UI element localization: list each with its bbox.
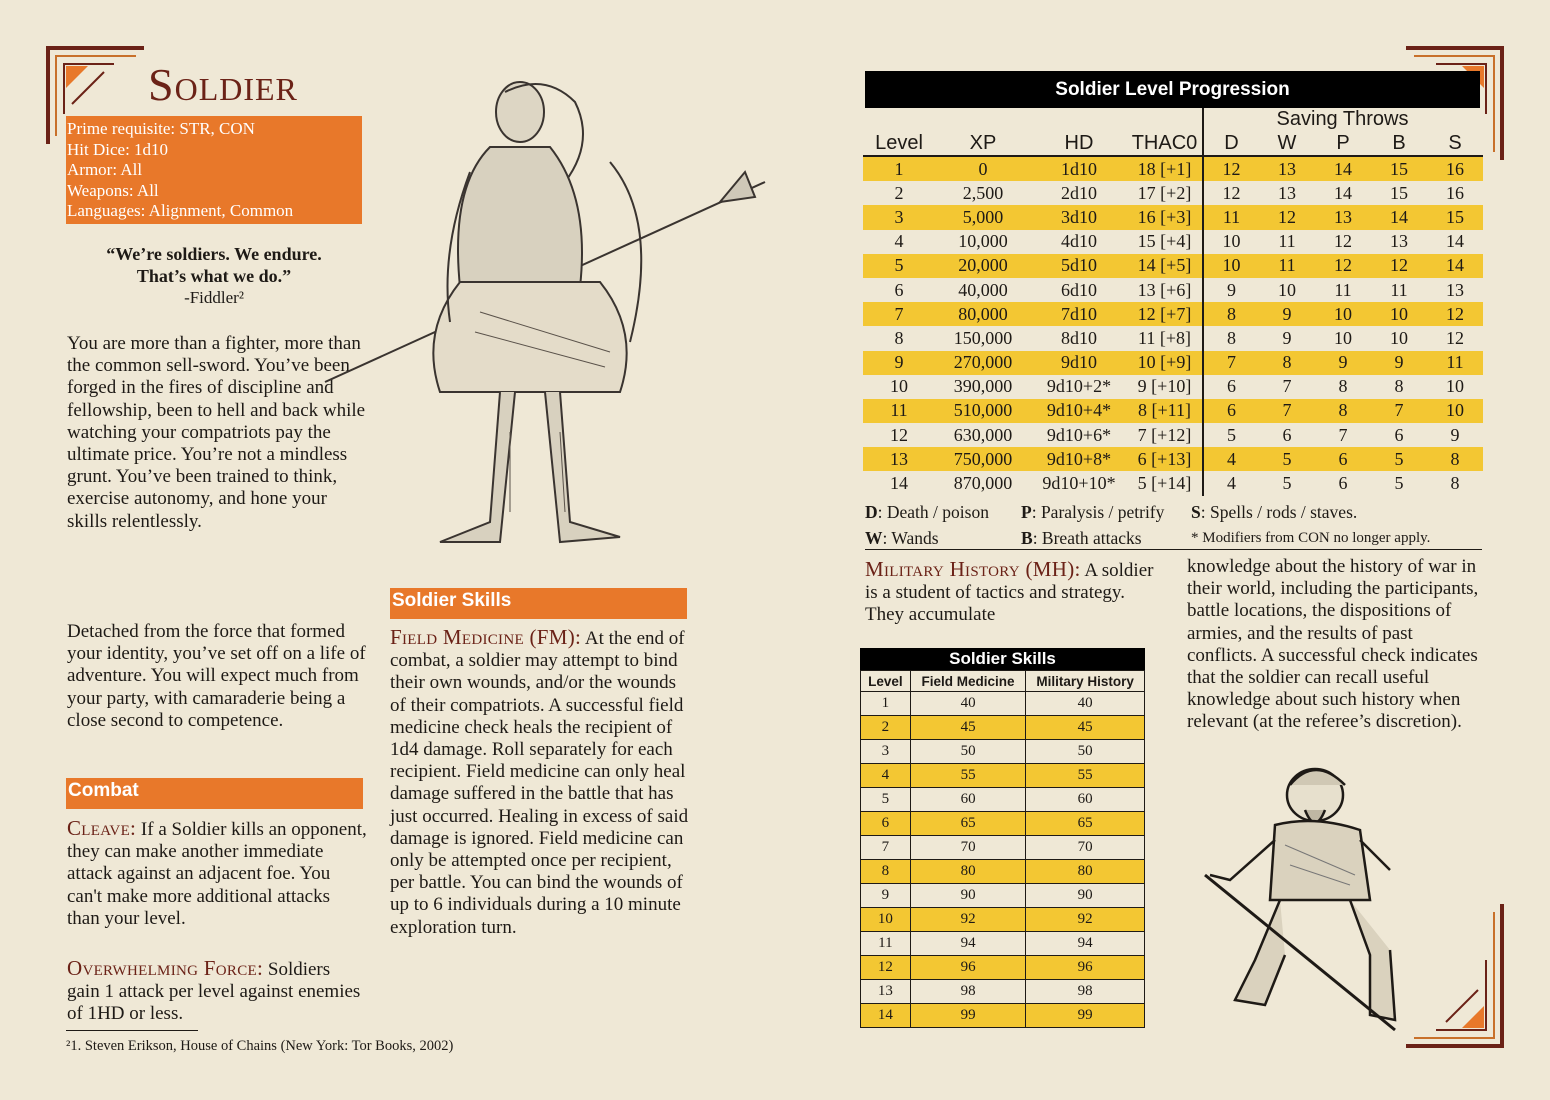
warrior-illustration bbox=[1195, 755, 1415, 1045]
cell-thac0: 10 [+9] bbox=[1127, 351, 1203, 375]
combat-heading: Combat bbox=[66, 778, 363, 809]
skills-row bbox=[861, 908, 1145, 932]
legend-paralysis: P: Paralysis / petrify bbox=[1021, 502, 1165, 522]
overwhelming-force-text: Soldiers gain 1 attack per level against enemies of 1HD or less. bbox=[67, 959, 361, 1025]
cleave-paragraph bbox=[67, 817, 367, 930]
skills-row bbox=[861, 1004, 1145, 1028]
field-medicine-text: At the end of combat, a soldier may attempt to bind their own wounds, and/or the wounds of their compatriots. A successful field medicine check heals the recipient of 1d4 damage. Roll separately for each recipient. Field medicine can only heal damage suffered in the battle that has just occurred. Healing in excess of said damage is ignored. Field medicine can only be attempted once per recipient, per battle. You can bind the wounds of up to 6 individuals during a 10 minute exploration turn. bbox=[390, 628, 689, 938]
cell-d: 6 bbox=[1203, 399, 1259, 423]
skills-row bbox=[861, 788, 1145, 812]
skills-cell-military-history: 90 bbox=[1026, 884, 1145, 908]
skills-cell-military-history: 99 bbox=[1026, 1004, 1145, 1028]
cell-thac0: 13 [+6] bbox=[1137, 279, 1192, 300]
col-header-xp: XP bbox=[935, 108, 1031, 156]
skills-col-field-medicine: Field Medicine bbox=[910, 671, 1026, 692]
stat-armor: Armor: All bbox=[67, 160, 143, 179]
cell-b: 14 bbox=[1371, 205, 1427, 229]
cell-w: 5 bbox=[1259, 447, 1315, 471]
soldier-skills-heading: Soldier Skills bbox=[390, 588, 687, 619]
cell-thac0: 14 [+5] bbox=[1127, 254, 1203, 278]
cell-d: 4 bbox=[1203, 471, 1259, 495]
cell-w: 10 bbox=[1278, 279, 1296, 300]
skills-cell-level: 14 bbox=[861, 1004, 911, 1028]
cell-level: 13 bbox=[863, 447, 935, 471]
cell-hd: 6d10 bbox=[1061, 279, 1097, 300]
cell-hd: 2d10 bbox=[1061, 182, 1097, 203]
cell-b: 10 bbox=[1390, 327, 1408, 348]
quote-attribution: -Fiddler² bbox=[184, 288, 244, 307]
cell-d: 8 bbox=[1203, 302, 1259, 326]
cell-s: 9 bbox=[1450, 424, 1460, 445]
progression-row bbox=[863, 423, 1483, 447]
cell-b: 15 bbox=[1390, 182, 1408, 203]
col-header-p: P bbox=[1315, 108, 1371, 156]
legend-con-note: * Modifiers from CON no longer apply. bbox=[1191, 530, 1431, 546]
cell-xp: 510,000 bbox=[935, 399, 1031, 423]
skills-cell-level: 12 bbox=[861, 956, 911, 980]
skills-cell-field-medicine: 45 bbox=[910, 716, 1026, 740]
skills-cell-level: 6 bbox=[861, 812, 911, 836]
skills-cell-military-history: 98 bbox=[1026, 980, 1145, 1004]
cell-d: 4 bbox=[1203, 447, 1259, 471]
skills-cell-field-medicine: 98 bbox=[910, 980, 1026, 1004]
cell-thac0: 6 [+13] bbox=[1127, 447, 1203, 471]
cell-b: 15 bbox=[1371, 156, 1427, 181]
cell-xp: 150,000 bbox=[953, 327, 1013, 348]
skills-row bbox=[861, 716, 1145, 740]
soldier-skills-table bbox=[860, 648, 1145, 1028]
legend-wands: W: Wands bbox=[865, 528, 939, 548]
cell-s: 12 bbox=[1446, 327, 1464, 348]
cell-d: 7 bbox=[1203, 351, 1259, 375]
skills-cell-military-history: 70 bbox=[1026, 836, 1145, 860]
cell-p: 12 bbox=[1334, 231, 1352, 252]
cell-s: 14 bbox=[1427, 254, 1483, 278]
saving-throws-label: Saving Throws bbox=[1276, 108, 1409, 130]
skills-col-military-history: Military History bbox=[1026, 671, 1145, 692]
skills-table bbox=[860, 648, 1145, 1028]
skills-cell-field-medicine: 99 bbox=[910, 1004, 1026, 1028]
cell-level: 12 bbox=[890, 424, 908, 445]
footnote-rule bbox=[66, 1030, 198, 1031]
cell-level: 6 bbox=[894, 279, 904, 300]
legend-rule bbox=[865, 549, 1482, 550]
cell-level: 10 bbox=[890, 376, 908, 397]
skills-row bbox=[861, 980, 1145, 1004]
cell-hd: 4d10 bbox=[1061, 231, 1097, 252]
cell-p: 8 bbox=[1315, 399, 1371, 423]
cell-s: 10 bbox=[1446, 376, 1464, 397]
quote-line-1: “We’re soldiers. We endure. bbox=[106, 244, 322, 264]
cell-thac0: 15 [+4] bbox=[1137, 231, 1192, 252]
cell-s: 13 bbox=[1446, 279, 1464, 300]
cell-level: 11 bbox=[863, 399, 935, 423]
skills-cell-military-history: 50 bbox=[1026, 740, 1145, 764]
cleave-term: Cleave: bbox=[67, 816, 137, 840]
cell-w: 9 bbox=[1259, 302, 1315, 326]
skills-cell-field-medicine: 40 bbox=[910, 692, 1026, 716]
cell-level: 7 bbox=[863, 302, 935, 326]
cell-d: 12 bbox=[1203, 181, 1259, 205]
progression-row bbox=[863, 254, 1483, 278]
soldier-illustration bbox=[310, 52, 770, 572]
cell-b: 5 bbox=[1371, 447, 1427, 471]
col-header-s: S bbox=[1427, 108, 1483, 156]
field-medicine-term: Field Medicine (FM): bbox=[390, 625, 582, 649]
cell-w: 9 bbox=[1282, 327, 1292, 348]
skills-cell-level: 13 bbox=[861, 980, 911, 1004]
cell-b: 5 bbox=[1394, 473, 1404, 494]
cell-s: 16 bbox=[1427, 156, 1483, 181]
skills-cell-field-medicine: 92 bbox=[910, 908, 1026, 932]
cell-w: 11 bbox=[1259, 254, 1315, 278]
col-header-b: B bbox=[1371, 108, 1427, 156]
cell-s: 12 bbox=[1427, 302, 1483, 326]
skills-cell-level: 1 bbox=[861, 692, 911, 716]
cell-xp: 870,000 bbox=[953, 473, 1013, 494]
cell-p: 10 bbox=[1315, 302, 1371, 326]
skills-cell-field-medicine: 60 bbox=[910, 788, 1026, 812]
col-header-hd: HD bbox=[1031, 108, 1127, 156]
progression-row bbox=[863, 156, 1483, 181]
skills-table-title: Soldier Skills bbox=[860, 648, 1145, 670]
cell-hd: 5d10 bbox=[1031, 254, 1127, 278]
cell-w: 11 bbox=[1278, 231, 1296, 252]
cell-hd: 9d10+4* bbox=[1031, 399, 1127, 423]
level-progression-table bbox=[863, 108, 1483, 496]
skills-cell-field-medicine: 96 bbox=[910, 956, 1026, 980]
progression-row bbox=[863, 471, 1483, 495]
cell-hd: 9d10+2* bbox=[1046, 376, 1112, 397]
quote-line-2: That’s what we do.” bbox=[136, 266, 292, 286]
overwhelming-force-paragraph bbox=[67, 957, 367, 1026]
stat-prime-requisite: Prime requisite: STR, CON bbox=[67, 119, 255, 138]
cell-b: 10 bbox=[1371, 302, 1427, 326]
col-header-thac0: THAC0 bbox=[1127, 108, 1203, 156]
cell-w: 13 bbox=[1278, 182, 1296, 203]
cell-hd: 1d10 bbox=[1031, 156, 1127, 181]
cell-p: 8 bbox=[1338, 376, 1348, 397]
cell-s: 8 bbox=[1450, 473, 1460, 494]
military-history-paragraph bbox=[865, 558, 1155, 627]
intro-paragraph-2: Detached from the force that formed your identity, you’ve set off on a life of adventure. You will expect much from your party, with camaraderie being a close second to competence. bbox=[67, 621, 366, 731]
stat-languages: Languages: Alignment, Common bbox=[67, 201, 294, 220]
overwhelming-force-term: Overwhelming Force: bbox=[67, 956, 264, 980]
progression-table bbox=[863, 108, 1483, 496]
skills-cell-military-history: 94 bbox=[1026, 932, 1145, 956]
saving-throws-legend bbox=[865, 499, 1485, 551]
cell-xp: 0 bbox=[935, 156, 1031, 181]
progression-row bbox=[863, 447, 1483, 471]
cell-level: 9 bbox=[863, 351, 935, 375]
cell-d: 11 bbox=[1203, 205, 1259, 229]
cell-thac0: 16 [+3] bbox=[1127, 205, 1203, 229]
skills-cell-field-medicine: 65 bbox=[910, 812, 1026, 836]
cell-w: 12 bbox=[1259, 205, 1315, 229]
skills-cell-military-history: 60 bbox=[1026, 788, 1145, 812]
cell-hd: 3d10 bbox=[1031, 205, 1127, 229]
progression-row bbox=[863, 326, 1483, 350]
skills-cell-level: 4 bbox=[861, 764, 911, 788]
cell-xp: 390,000 bbox=[953, 376, 1013, 397]
cell-p: 14 bbox=[1315, 156, 1371, 181]
skills-cell-field-medicine: 90 bbox=[910, 884, 1026, 908]
cell-thac0: 9 [+10] bbox=[1137, 376, 1192, 397]
cleave-text: If a Soldier kills an opponent, they can make another immediate attack against an adjacent foe. You can't make more additional attacks than your level. bbox=[67, 819, 367, 929]
cell-d: 9 bbox=[1203, 278, 1259, 302]
cell-s: 14 bbox=[1446, 231, 1464, 252]
skills-cell-level: 3 bbox=[861, 740, 911, 764]
cell-p: 13 bbox=[1315, 205, 1371, 229]
cell-w: 7 bbox=[1259, 399, 1315, 423]
cell-b: 8 bbox=[1394, 376, 1404, 397]
skills-cell-level: 9 bbox=[861, 884, 911, 908]
military-history-text: A soldier is a student of tactics and strategy. They accumulate bbox=[865, 560, 1154, 626]
cell-b: 7 bbox=[1371, 399, 1427, 423]
progression-row bbox=[863, 181, 1483, 205]
skills-cell-level: 7 bbox=[861, 836, 911, 860]
cell-p: 6 bbox=[1315, 447, 1371, 471]
intro-paragraph-1: You are more than a fighter, more than the common sell-sword. You’ve been forged in the fires of discipline and fellowship, been to hell and back while watching your compatriots pay the ultimate price. You’re not a mindless grunt. You’ve been trained to think, exercise autonomy, and hone your skills relentlessly. bbox=[67, 333, 366, 532]
skills-row bbox=[861, 860, 1145, 884]
cell-w: 7 bbox=[1282, 376, 1292, 397]
skills-row bbox=[861, 932, 1145, 956]
cell-b: 13 bbox=[1390, 231, 1408, 252]
cell-level: 8 bbox=[894, 327, 904, 348]
cell-level: 14 bbox=[890, 473, 908, 494]
cell-w: 8 bbox=[1259, 351, 1315, 375]
cell-p: 6 bbox=[1338, 473, 1348, 494]
cell-xp: 270,000 bbox=[935, 351, 1031, 375]
progression-row bbox=[863, 278, 1483, 302]
cell-p: 11 bbox=[1334, 279, 1352, 300]
footnote: ²1. Steven Erikson, House of Chains (New York: Tor Books, 2002) bbox=[66, 1038, 454, 1054]
skills-row bbox=[861, 956, 1145, 980]
legend-spells: S: Spells / rods / staves. bbox=[1191, 502, 1358, 522]
field-medicine-paragraph bbox=[390, 626, 690, 939]
cell-p: 9 bbox=[1315, 351, 1371, 375]
cell-w: 5 bbox=[1282, 473, 1292, 494]
skills-cell-level: 10 bbox=[861, 908, 911, 932]
skills-cell-field-medicine: 80 bbox=[910, 860, 1026, 884]
cell-thac0: 11 [+8] bbox=[1138, 327, 1191, 348]
skills-row bbox=[861, 812, 1145, 836]
cell-s: 10 bbox=[1427, 399, 1483, 423]
skills-cell-level: 11 bbox=[861, 932, 911, 956]
skills-cell-field-medicine: 55 bbox=[910, 764, 1026, 788]
cell-p: 7 bbox=[1338, 424, 1348, 445]
skills-cell-level: 8 bbox=[861, 860, 911, 884]
skills-cell-military-history: 65 bbox=[1026, 812, 1145, 836]
cell-xp: 10,000 bbox=[958, 231, 1008, 252]
military-history-term: Military History (MH): bbox=[865, 557, 1081, 581]
cell-w: 6 bbox=[1282, 424, 1292, 445]
cell-hd: 9d10 bbox=[1031, 351, 1127, 375]
cell-p: 12 bbox=[1315, 254, 1371, 278]
cell-b: 6 bbox=[1394, 424, 1404, 445]
cell-p: 14 bbox=[1334, 182, 1352, 203]
progression-row bbox=[863, 351, 1483, 375]
cell-s: 8 bbox=[1427, 447, 1483, 471]
skills-cell-military-history: 55 bbox=[1026, 764, 1145, 788]
stat-hit-dice: Hit Dice: 1d10 bbox=[67, 139, 169, 159]
skills-cell-military-history: 80 bbox=[1026, 860, 1145, 884]
cell-hd: 9d10+6* bbox=[1046, 424, 1112, 445]
cell-thac0: 7 [+12] bbox=[1137, 424, 1192, 445]
cell-thac0: 5 [+14] bbox=[1137, 473, 1192, 494]
cell-level: 4 bbox=[894, 231, 904, 252]
col-header-level: Level bbox=[863, 108, 935, 156]
skills-cell-field-medicine: 50 bbox=[910, 740, 1026, 764]
cell-b: 9 bbox=[1371, 351, 1427, 375]
cell-level: 3 bbox=[863, 205, 935, 229]
cell-d: 10 bbox=[1203, 230, 1259, 254]
progression-row bbox=[863, 230, 1483, 254]
col-header-w: W bbox=[1259, 108, 1315, 156]
level-progression-title: Soldier Level Progression bbox=[865, 71, 1480, 108]
skills-cell-military-history: 40 bbox=[1026, 692, 1145, 716]
cell-thac0: 12 [+7] bbox=[1127, 302, 1203, 326]
cell-d: 6 bbox=[1203, 375, 1259, 399]
cell-xp: 40,000 bbox=[958, 279, 1008, 300]
cell-thac0: 18 [+1] bbox=[1127, 156, 1203, 181]
legend-breath: B: Breath attacks bbox=[1021, 528, 1142, 548]
skills-cell-field-medicine: 70 bbox=[910, 836, 1026, 860]
cell-hd: 9d10+10* bbox=[1042, 473, 1116, 494]
cell-hd: 7d10 bbox=[1031, 302, 1127, 326]
progression-row bbox=[863, 205, 1483, 229]
cell-thac0: 8 [+11] bbox=[1127, 399, 1203, 423]
skills-cell-level: 5 bbox=[861, 788, 911, 812]
cell-xp: 750,000 bbox=[935, 447, 1031, 471]
skills-cell-military-history: 45 bbox=[1026, 716, 1145, 740]
cell-b: 11 bbox=[1390, 279, 1408, 300]
skills-row bbox=[861, 884, 1145, 908]
page-title: Soldier bbox=[148, 59, 298, 110]
cell-level: 2 bbox=[894, 182, 904, 203]
cell-d: 8 bbox=[1203, 326, 1259, 350]
skills-col-level: Level bbox=[861, 671, 911, 692]
cell-p: 10 bbox=[1334, 327, 1352, 348]
skills-row bbox=[861, 740, 1145, 764]
cell-xp: 630,000 bbox=[953, 424, 1013, 445]
cell-hd: 8d10 bbox=[1061, 327, 1097, 348]
cell-s: 11 bbox=[1427, 351, 1483, 375]
stat-weapons: Weapons: All bbox=[67, 180, 159, 200]
progression-row bbox=[863, 399, 1483, 423]
skills-row bbox=[861, 692, 1145, 716]
col-header-d: D bbox=[1203, 108, 1259, 156]
progression-row bbox=[863, 302, 1483, 326]
cell-s: 15 bbox=[1427, 205, 1483, 229]
skills-cell-level: 2 bbox=[861, 716, 911, 740]
cell-level: 1 bbox=[863, 156, 935, 181]
skills-cell-field-medicine: 94 bbox=[910, 932, 1026, 956]
legend-death: D: Death / poison bbox=[865, 502, 989, 522]
cell-d: 12 bbox=[1203, 156, 1259, 181]
cell-thac0: 17 [+2] bbox=[1137, 182, 1192, 203]
skills-cell-military-history: 92 bbox=[1026, 908, 1145, 932]
skills-cell-military-history: 96 bbox=[1026, 956, 1145, 980]
cell-level: 5 bbox=[863, 254, 935, 278]
cell-w: 13 bbox=[1259, 156, 1315, 181]
skills-row bbox=[861, 764, 1145, 788]
cell-hd: 9d10+8* bbox=[1031, 447, 1127, 471]
cell-b: 12 bbox=[1371, 254, 1427, 278]
cell-xp: 5,000 bbox=[935, 205, 1031, 229]
skills-row bbox=[861, 836, 1145, 860]
cell-d: 10 bbox=[1203, 254, 1259, 278]
cell-d: 5 bbox=[1203, 423, 1259, 447]
cell-xp: 20,000 bbox=[935, 254, 1031, 278]
cell-s: 16 bbox=[1446, 182, 1464, 203]
cell-xp: 2,500 bbox=[962, 182, 1004, 203]
progression-row bbox=[863, 375, 1483, 399]
cell-xp: 80,000 bbox=[935, 302, 1031, 326]
military-history-continued: knowledge about the history of war in their world, including the participants, battle locations, the dispositions of armies, and the results of past conflicts. A successful check indicates that the soldier can recall useful knowledge about such history when relevant (at the referee’s discretion). bbox=[1187, 556, 1479, 733]
